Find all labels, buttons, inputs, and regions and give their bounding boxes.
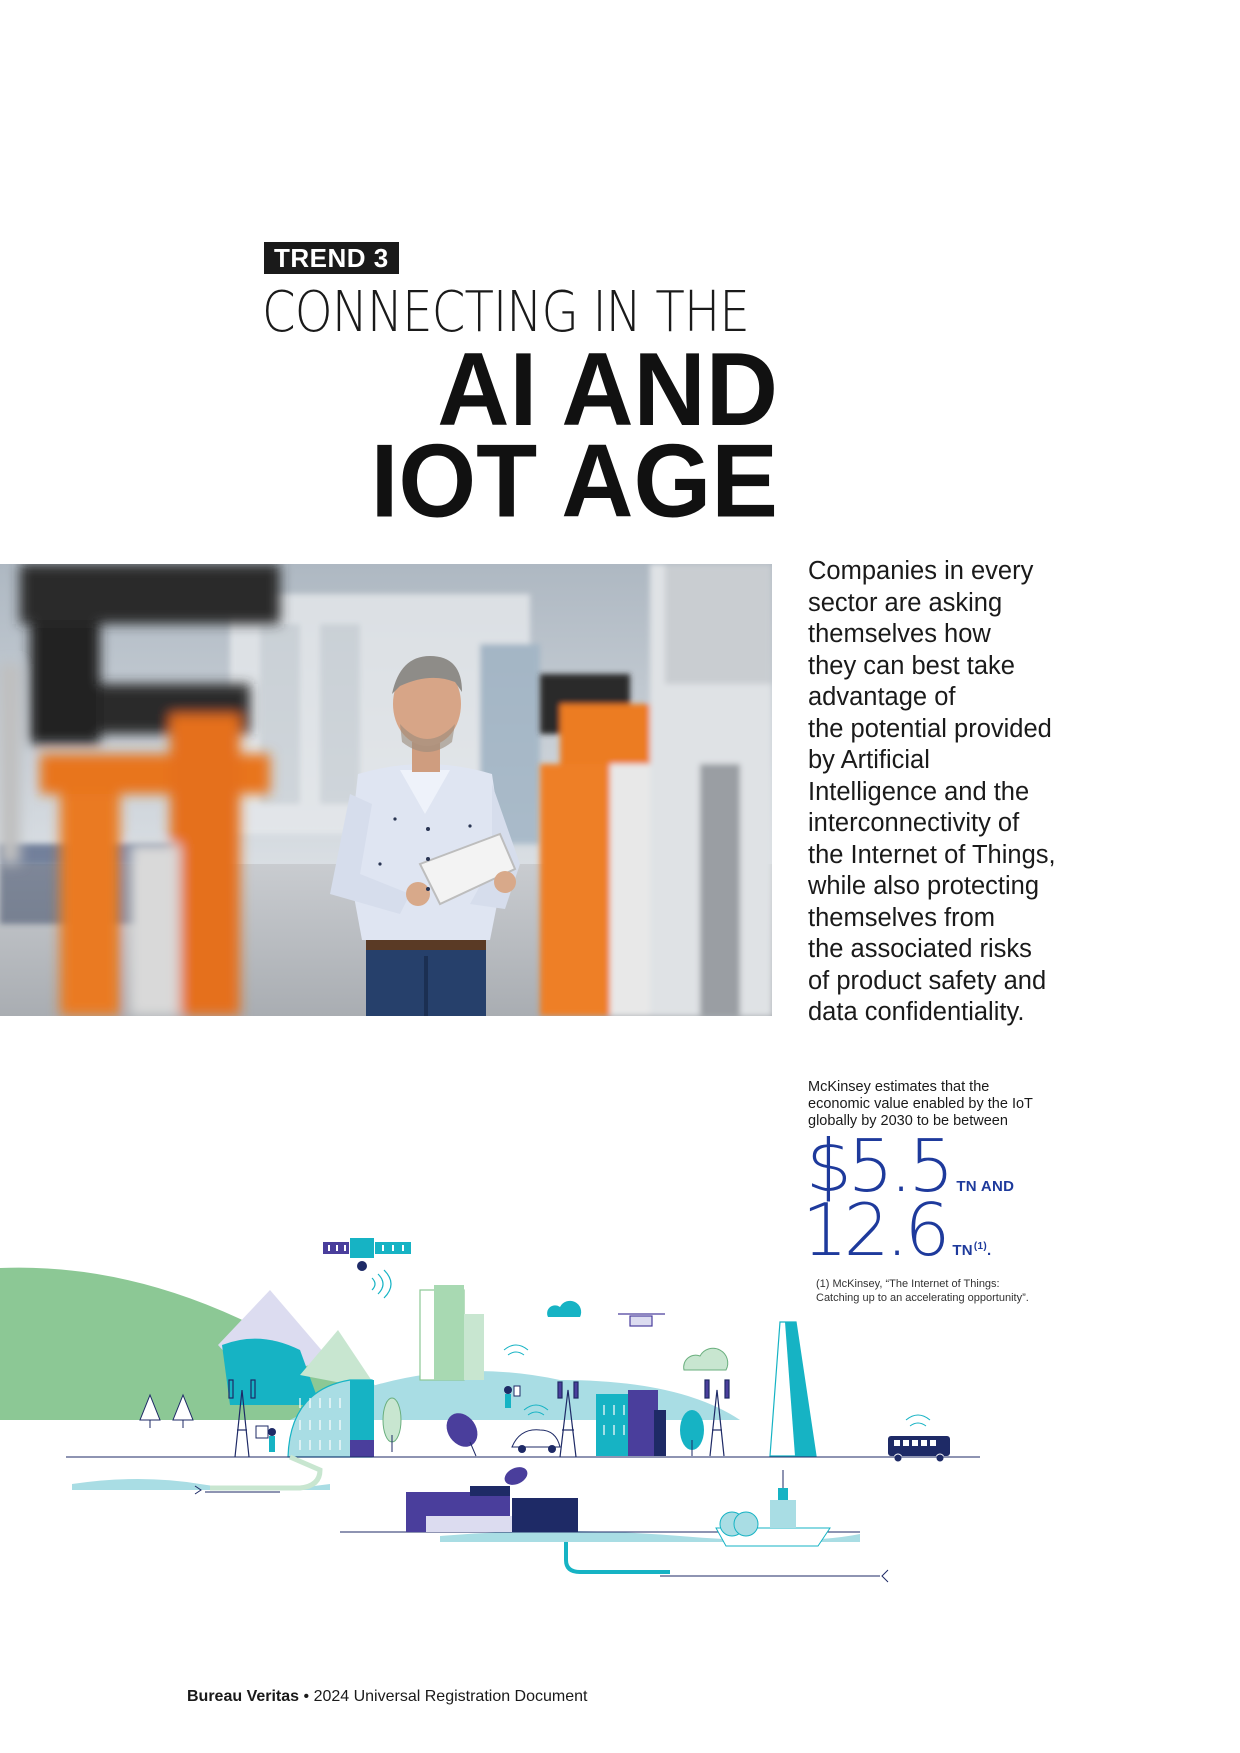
satellite-icon [323,1238,411,1298]
bus-icon [888,1415,950,1462]
unit-high-label: TN [952,1242,973,1259]
intro-line: while also protecting [808,872,1040,900]
intro-line: advantage of [808,683,956,711]
footer-document: 2024 Universal Registration Document [313,1688,588,1705]
stat-intro [808,1079,1078,1130]
stat-intro-line: globally by 2030 to be between [808,1113,1008,1129]
intro-line: Companies in every [808,557,1034,585]
intro-line: the associated risks [808,935,1032,963]
intro-line: data confidentiality. [808,998,1025,1026]
intro-line: themselves how [808,620,991,648]
factory-photo-art [0,564,772,1016]
stat-intro-line: McKinsey estimates that the [808,1079,990,1095]
unit-high-end: . [987,1242,992,1259]
person-icon [256,1426,276,1452]
factory-photo [0,564,772,1016]
footer-separator: • [299,1688,314,1705]
footnote-line: (1) McKinsey, “The Internet of Things: [816,1278,1000,1290]
footnote-line: Catching up to an accelerating opportunity”. [816,1292,1029,1304]
intro-line: Intelligence and the [808,777,1030,806]
value-low: $5.5 [806,1124,951,1208]
title-bold [300,331,778,540]
intro-line: interconnectivity of [808,809,1020,837]
connected-city-illustration [0,1230,1000,1630]
value-high: 12.6 [802,1188,947,1272]
page-footer [187,1688,587,1706]
intro-line: themselves from [808,903,996,932]
intro-paragraph [808,556,1098,1029]
footnote-ref: (1) [973,1241,988,1252]
tree-icon [680,1410,704,1456]
intro-line: the Internet of Things, [808,840,1056,869]
intro-line: by Artificial [808,746,930,774]
tree-icon [383,1398,401,1452]
satellite-dish-icon [502,1464,531,1489]
cloud-icon [684,1348,728,1370]
intro-line: of product safety and [808,966,1047,995]
intro-line: they can best take [808,651,1015,680]
title-light: CONNECTING IN THE [262,280,749,345]
title-bold-line-1: AI AND [437,331,778,448]
stat-intro-line: economic value enabled by the IoT [808,1096,1033,1112]
intro-line: sector are asking [808,588,1003,617]
footer-company: Bureau Veritas [187,1688,300,1705]
city-illustration-art [0,1230,1000,1630]
unit-low: TN AND [956,1178,1015,1195]
title-bold-line-2: IOT AGE [370,423,778,540]
cloud-icon [547,1301,581,1317]
drone-icon [618,1314,665,1326]
trend-badge: TREND 3 [264,242,399,274]
intro-line: the potential provided [808,714,1052,743]
